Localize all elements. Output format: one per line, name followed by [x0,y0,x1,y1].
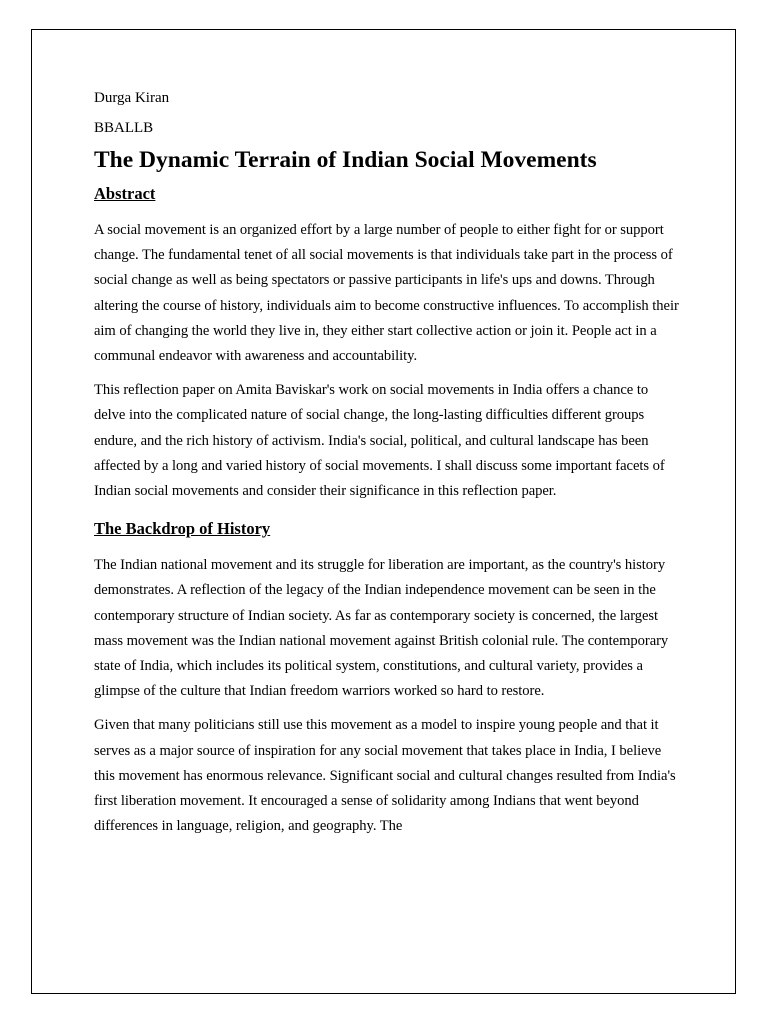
document-page [31,29,736,994]
document-title: The Dynamic Terrain of Indian Social Movements [94,147,597,173]
section-heading-backdrop-of-history: The Backdrop of History [94,519,271,539]
history-paragraph-1: The Indian national movement and its struggle for liberation are important, as the country's history demonstrates. A reflection of the legacy of the Indian independence movement can be seen in the contemporary structure of Indian society. As far as contemporary society is concerned, the largest mass movement was the Indian national movement against British colonial rule. The contemporary state of India, which includes its political system, constitutions, and cultural variety, provides a glimpse of the culture that Indian freedom warriors worked so hard to restore. [94,557,669,700]
section-heading-abstract: Abstract [94,184,156,203]
document-body [94,88,679,839]
history-paragraph-2: Given that many politicians still use this movement as a model to inspire young people and that it serves as a major source of inspiration for any social movement that takes place in India, I believe this movement has enormous relevance. Significant social and cultural changes resulted from India's first liberation movement. It encouraged a sense of solidarity among Indians that went beyond differences in language, religion, and geography. The [94,717,676,835]
program-name: BBALLB [94,120,154,136]
abstract-paragraph-2: This reflection paper on Amita Baviskar's work on social movements in India offers a chance to delve into the complicated nature of social change, the long-lasting difficulties different groups endure, and the rich history of activism. India's social, political, and cultural landscape has been affected by a long and varied history of social movements. I shall discuss some important facets of Indian social movements and consider their significance in this reflection paper. [94,382,665,500]
abstract-paragraph-1: A social movement is an organized effort by a large number of people to either fight for or support change. The fundamental tenet of all social movements is that individuals take part in the process of social change as well as being spectators or passive participants in life's ups and downs. Through altering the course of history, individuals aim to become constructive influences. To accomplish their aim of changing the world they live in, they either start collective action or join it. People act in a communal endeavor with awareness and accountability. [94,222,679,365]
author-name: Durga Kiran [94,90,170,106]
